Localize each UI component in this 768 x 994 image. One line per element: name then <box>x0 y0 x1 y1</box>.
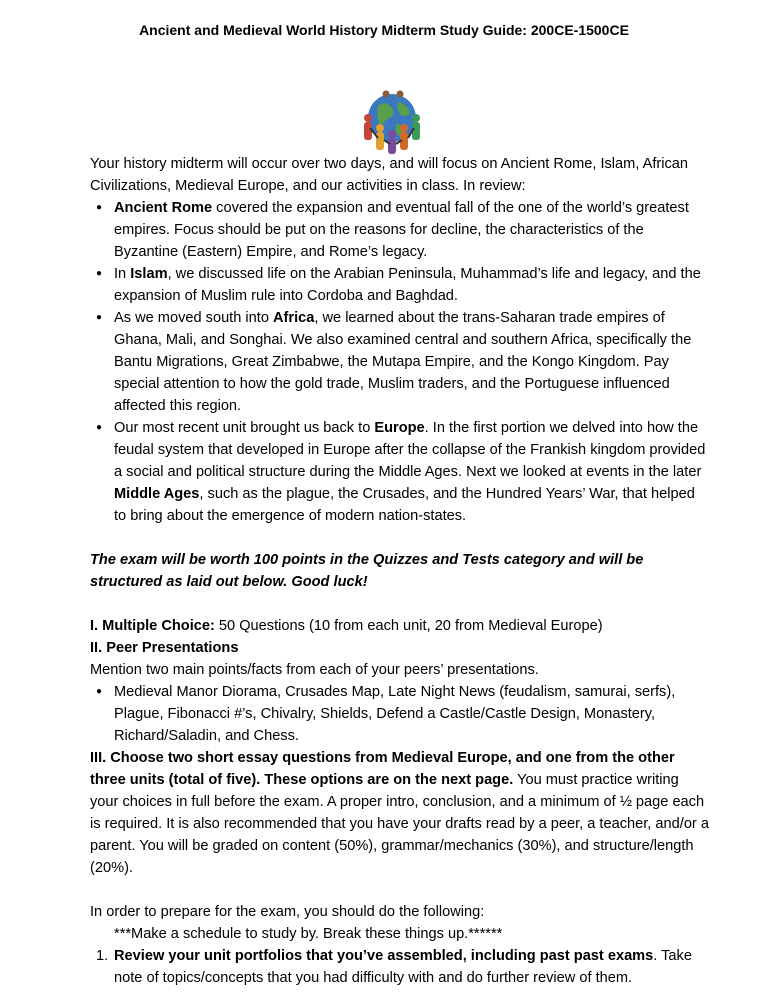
section-heading: III. Choose two short essay questions from Medieval Europe, and one from the other three units (total of five). These options are on the next page. <box>90 750 675 788</box>
section-text: 50 Questions (10 from each unit, 20 from Medieval Europe) <box>214 618 603 634</box>
list-item <box>114 197 710 263</box>
unit-name: Europe <box>374 420 425 436</box>
section-heading: I. Multiple Choice: <box>90 618 215 634</box>
unit-name: Africa <box>273 310 315 326</box>
list-item <box>114 263 710 307</box>
unit-prefix: As we moved south into <box>114 310 273 326</box>
multiple-choice-section <box>90 615 710 637</box>
list-item <box>114 307 710 417</box>
prepare-steps <box>90 945 710 989</box>
step-text: . Take note of topics/concepts that you had difficulty with and do further review of them. <box>114 948 692 986</box>
peer-presentations-text: Mention two main points/facts from each of your peers’ presentations. <box>90 662 539 678</box>
step-number: 1. <box>96 948 109 964</box>
intro-paragraph: Your history midterm will occur over two days, and will focus on Ancient Rome, Islam, African Civilizations, Medieval Europe, and our activities in class. In review: <box>90 156 689 194</box>
schedule-note: ***Make a schedule to study by. Break these things up.****** <box>114 926 503 942</box>
unit-summary: . In the first portion we delved into how the feudal system that developed in Europe after the collapse of the Frankish kingdom provided a social and political structure during the Middle Ages. Next we looked at events in the later <box>114 420 706 480</box>
unit-summary: covered the expansion and eventual fall of the one of the world’s greatest empires. Focus should be put on the reasons for decline, the characteristics of the Byzantine (Eastern) Empire, and Rome’s legacy. <box>114 200 689 260</box>
peer-presentations-list <box>90 681 710 747</box>
essay-section <box>90 747 710 879</box>
unit-name: Islam <box>130 266 168 282</box>
unit-summary: , such as the plague, the Crusades, and the Hundred Years’ War, that helped to bring about the emergence of modern nation-states. <box>114 486 695 524</box>
unit-name: Middle Ages <box>114 486 200 502</box>
list-item: ● Medieval Manor Diorama, Crusades Map, Late Night News (feudalism, samurai, serfs), Plague, Fibonacci #’s, Chivalry, Shields, Defend a Castle/Castle Design, Monastery, Richard/Saladin, and Chess. <box>114 681 710 747</box>
section-text: You must practice writing your choices in full before the exam. A proper intro, conclusion, and a minimum of ½ page each is required. It is also recommended that you have your drafts read by a peer, a teacher, and/or a parent. You will be graded on content (50%), grammar/mechanics (30%), and structure/length (20%). <box>90 772 709 876</box>
list-item <box>96 945 710 989</box>
unit-prefix: Our most recent unit brought us back to <box>114 420 375 436</box>
unit-summary: , we discussed life on the Arabian Peninsula, Muhammad’s life and legacy, and the expansion of Muslim rule into Cordoba and Baghdad. <box>114 266 701 304</box>
exam-note: The exam will be worth 100 points in the Quizzes and Tests category and will be structured as laid out below. Good luck! <box>90 552 644 590</box>
globe-children-illustration <box>356 88 426 156</box>
unit-prefix: In <box>114 266 131 282</box>
peer-presentations-heading: II. Peer Presentations <box>90 640 239 656</box>
study-guide-body <box>90 153 710 989</box>
page-title: Ancient and Medieval World History Midterm Study Guide: 200CE-1500CE <box>139 22 629 38</box>
unit-summary: , we learned about the trans-Saharan trade empires of Ghana, Mali, and Songhai. We also examined central and southern Africa, specifically the Bantu Migrations, Great Zimbabwe, the Mutapa Empire, and the Kongo Kingdom. Pay special attention to how the gold trade, Muslim traders, and the Portuguese influenced affected this region. <box>114 310 692 414</box>
unit-name: Ancient Rome <box>114 200 213 216</box>
unit-review-list <box>90 197 710 527</box>
step-heading: Review your unit portfolios that you’ve assembled, including past past exams <box>114 948 654 964</box>
list-item <box>114 417 710 527</box>
prepare-intro: In order to prepare for the exam, you should do the following: <box>90 904 485 920</box>
